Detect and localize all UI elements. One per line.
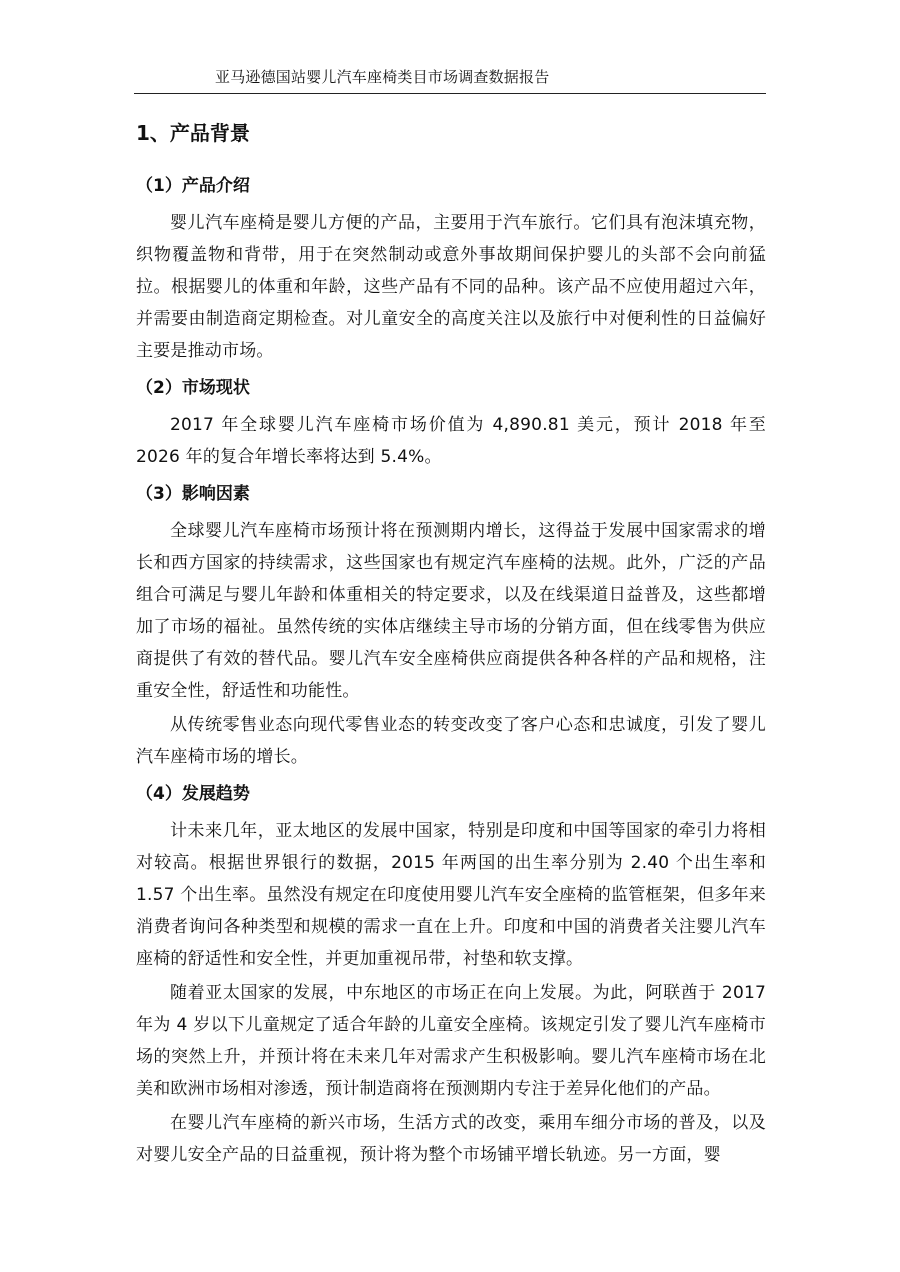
paragraph-influencing-factors-2: 从传统零售业态向现代零售业态的转变改变了客户心态和忠诚度，引发了婴儿汽车座椅市场的增长。 [136,715,766,767]
running-header: 亚马逊德国站婴儿汽车座椅类目市场调查数据报告 [215,68,550,86]
paragraph-market-status: 2017 年全球婴儿汽车座椅市场价值为 4,890.81 美元，预计 2018 年至 2026 年的复合年增长率将达到 5.4%。 [136,415,766,467]
paragraph-product-intro: 婴儿汽车座椅是婴儿方便的产品，主要用于汽车旅行。它们具有泡沫填充物，织物覆盖物和背带，用于在突然制动或意外事故期间保护婴儿的头部不会向前猛拉。根据婴儿的体重和年龄，这些产品有不同的品种。该产品不应使用超过六年，并需要由制造商定期检查。对儿童安全的高度关注以及旅行中对便利性的日益偏好主要是推动市场。 [136,213,766,361]
paragraph-development-trends-1: 计未来几年，亚太地区的发展中国家，特别是印度和中国等国家的牵引力将相对较高。根据世界银行的数据，2015 年两国的出生率分别为 2.40 个出生率和 1.57 个出生率。虽然没有规定在印度使用婴儿汽车安全座椅的监管框架，但多年来消费者询问各种类型和规模的需求一直在上升。印度和中国的消费者关注婴儿汽车座椅的舒适性和安全性，并更加重视吊带，衬垫和软支撑。 [136,821,766,969]
paragraph-development-trends-2: 随着亚太国家的发展，中东地区的市场正在向上发展。为此，阿联酋于 2017 年为 4 岁以下儿童规定了适合年龄的儿童安全座椅。该规定引发了婴儿汽车座椅市场的突然上升，并预计将在未来几年对需求产生积极影响。婴儿汽车座椅市场在北美和欧洲市场相对渗透，预计制造商将在预测期内专注于差异化他们的产品。 [136,983,766,1099]
paragraph-influencing-factors-1: 全球婴儿汽车座椅市场预计将在预测期内增长，这得益于发展中国家需求的增长和西方国家的持续需求，这些国家也有规定汽车座椅的法规。此外，广泛的产品组合可满足与婴儿年龄和体重相关的特定要求，以及在线渠道日益普及，这些都增加了市场的福祉。虽然传统的实体店继续主导市场的分销方面，但在线零售为供应商提供了有效的替代品。婴儿汽车安全座椅供应商提供各种各样的产品和规格，注重安全性，舒适性和功能性。 [136,521,766,701]
subsection-heading-market-status: （2）市场现状 [136,378,250,398]
paragraph-development-trends-3: 在婴儿汽车座椅的新兴市场，生活方式的改变，乘用车细分市场的普及，以及对婴儿安全产品的日益重视，预计将为整个市场铺平增长轨迹。另一方面，婴 [136,1113,766,1165]
subsection-heading-influencing-factors: （3）影响因素 [136,484,250,504]
section-title: 1、产品背景 [136,121,250,145]
report-body [136,117,766,1177]
subsection-heading-development-trends: （4）发展趋势 [136,784,250,804]
header-divider [134,93,766,94]
subsection-heading-product-intro: （1）产品介绍 [136,176,250,196]
